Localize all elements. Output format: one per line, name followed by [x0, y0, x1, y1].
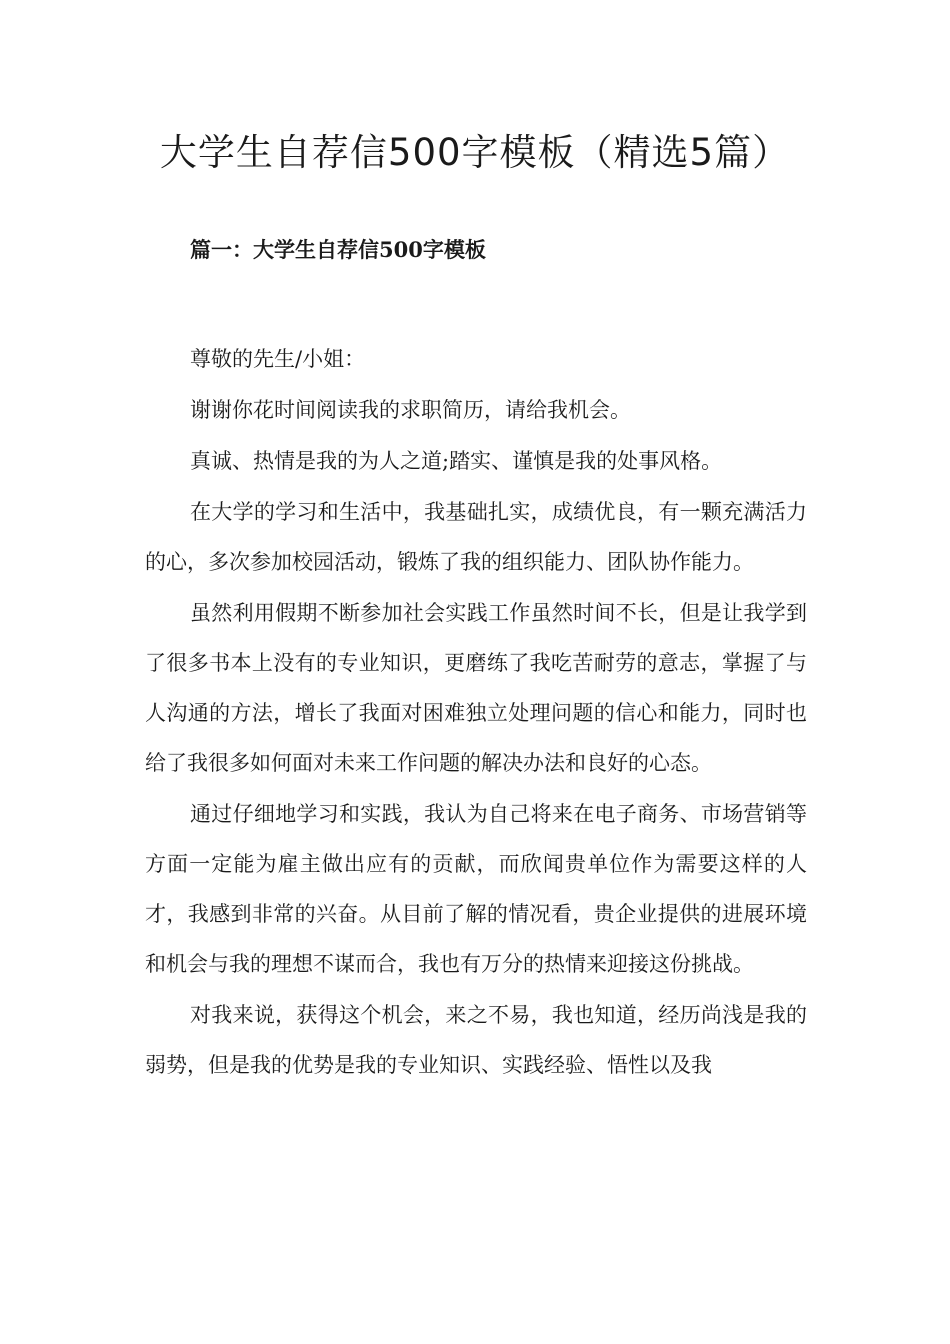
letter-body	[145, 334, 807, 1091]
document-title: 大学生自荐信500字模板（精选5篇）	[159, 131, 791, 174]
paragraph: 在大学的学习和生活中，我基础扎实，成绩优良，有一颗充满活力的心，多次参加校园活动，锻炼了我的组织能力、团队协作能力。	[145, 500, 807, 574]
paragraph: 谢谢你花时间阅读我的求职简历，请给我机会。	[190, 398, 631, 422]
section-heading: 篇一：大学生自荐信500字模板	[190, 237, 486, 262]
paragraph: 通过仔细地学习和实践，我认为自己将来在电子商务、市场营销等方面一定能为雇主做出应有的贡献，而欣闻贵单位作为需要这样的人才，我感到非常的兴奋。从目前了解的情况看，贵企业提供的进展环境和机会与我的理想不谋而合，我也有万分的热情来迎接这份挑战。	[145, 802, 807, 976]
paragraph-salutation: 尊敬的先生/小姐：	[190, 347, 366, 371]
paragraph: 真诚、热情是我的为人之道;踏实、谨慎是我的处事风格。	[190, 449, 723, 473]
paragraph: 虽然利用假期不断参加社会实践工作虽然时间不长，但是让我学到了很多书本上没有的专业知识，更磨练了我吃苦耐劳的意志，掌握了与人沟通的方法，增长了我面对困难独立处理问题的信心和能力，同时也给了我很多如何面对未来工作问题的解决办法和良好的心态。	[145, 601, 807, 775]
paragraph: 对我来说，获得这个机会，来之不易，我也知道，经历尚浅是我的弱势，但是我的优势是我的专业知识、实践经验、悟性以及我	[145, 1003, 807, 1077]
